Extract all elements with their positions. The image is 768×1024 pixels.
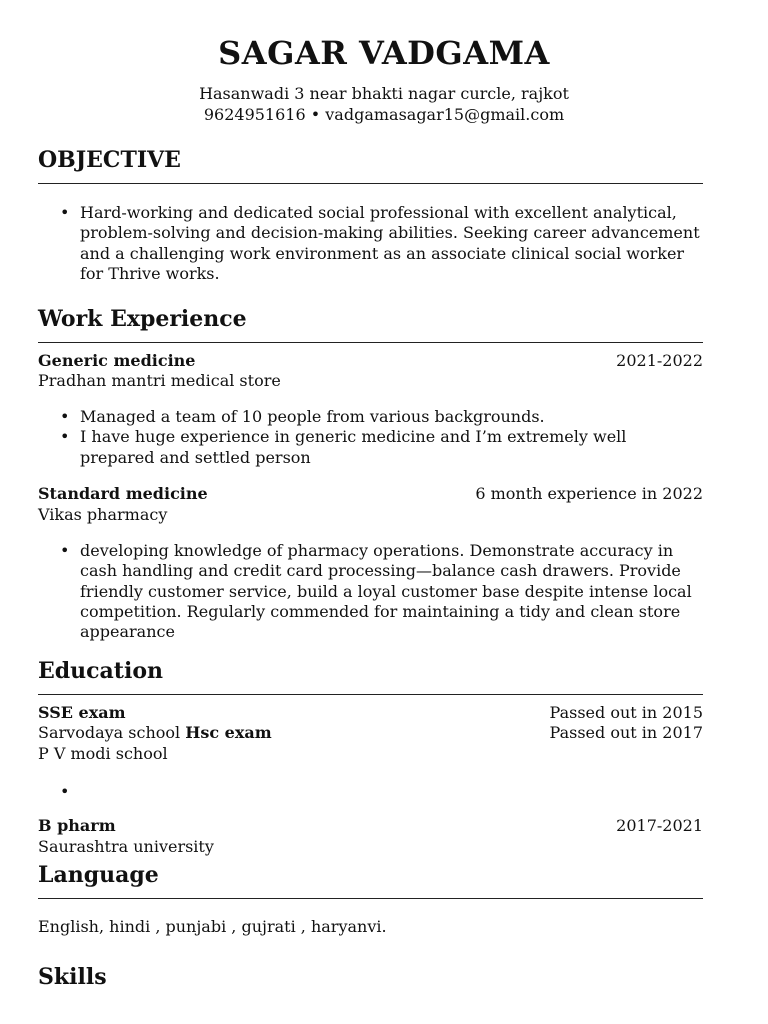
education-school: Sarvodaya school: [38, 723, 181, 742]
education-degree: Hsc exam: [185, 723, 272, 742]
education-school: P V modi school: [38, 744, 168, 763]
job-role: Generic medicine: [38, 351, 196, 370]
section-title-skills: Skills: [38, 964, 107, 990]
job-bullets: [60, 407, 705, 468]
phone-email: 9624951616 • vadgamasagar15@gmail.com: [203, 105, 565, 124]
education-degree: SSE exam: [38, 703, 126, 722]
job-company: Vikas pharmacy: [38, 505, 168, 524]
candidate-name: SAGAR VADGAMA: [218, 34, 550, 72]
education-date: Passed out in 2015: [549, 703, 703, 722]
section-divider: [38, 183, 703, 184]
section-title-language: Language: [38, 862, 159, 888]
job-header: [38, 351, 703, 371]
education-header: [38, 703, 703, 723]
list-item: • Hard-working and dedicated social professional with excellent analytical, problem-solving and decision-making abilities. Seeking career advancement and a challenging work environment as an associate clinical social worker for Thrive works.: [60, 203, 705, 284]
education-header: [38, 816, 703, 836]
job-bullets: [60, 541, 705, 642]
list-item: [60, 782, 705, 802]
list-item: • I have huge experience in generic medicine and I’m extremely well prepared and settled person: [60, 427, 705, 468]
language-list: English, hindi , punjabi , gujrati , haryanvi.: [38, 917, 387, 936]
section-title-objective: OBJECTIVE: [38, 147, 181, 173]
list-item: • Managed a team of 10 people from various backgrounds.: [60, 407, 705, 427]
job-role: Standard medicine: [38, 484, 208, 503]
education-degree: B pharm: [38, 816, 116, 835]
contact-block: [0, 83, 768, 125]
section-title-education: Education: [38, 658, 163, 684]
address: Hasanwadi 3 near bhakti nagar curcle, rajkot: [199, 84, 569, 103]
education-bullets: [60, 782, 705, 802]
education-date: 2017-2021: [616, 816, 703, 835]
section-divider: [38, 342, 703, 343]
job-date: 2021-2022: [616, 351, 703, 370]
objective-list: [60, 203, 705, 284]
education-date: Passed out in 2017: [549, 723, 703, 742]
job-company: Pradhan mantri medical store: [38, 371, 281, 390]
section-title-work-experience: Work Experience: [38, 306, 247, 332]
section-divider: [38, 898, 703, 899]
list-item: • developing knowledge of pharmacy operations. Demonstrate accuracy in cash handling and credit card processing—balance cash drawers. Provide friendly customer service, build a loyal customer base despite intense local competition. Regularly commended for maintaining a tidy and clean store appearance: [60, 541, 705, 642]
section-divider: [38, 694, 703, 695]
job-date: 6 month experience in 2022: [475, 484, 703, 503]
job-header: [38, 484, 703, 504]
education-school: Saurashtra university: [38, 837, 214, 856]
education-row: [38, 723, 703, 743]
